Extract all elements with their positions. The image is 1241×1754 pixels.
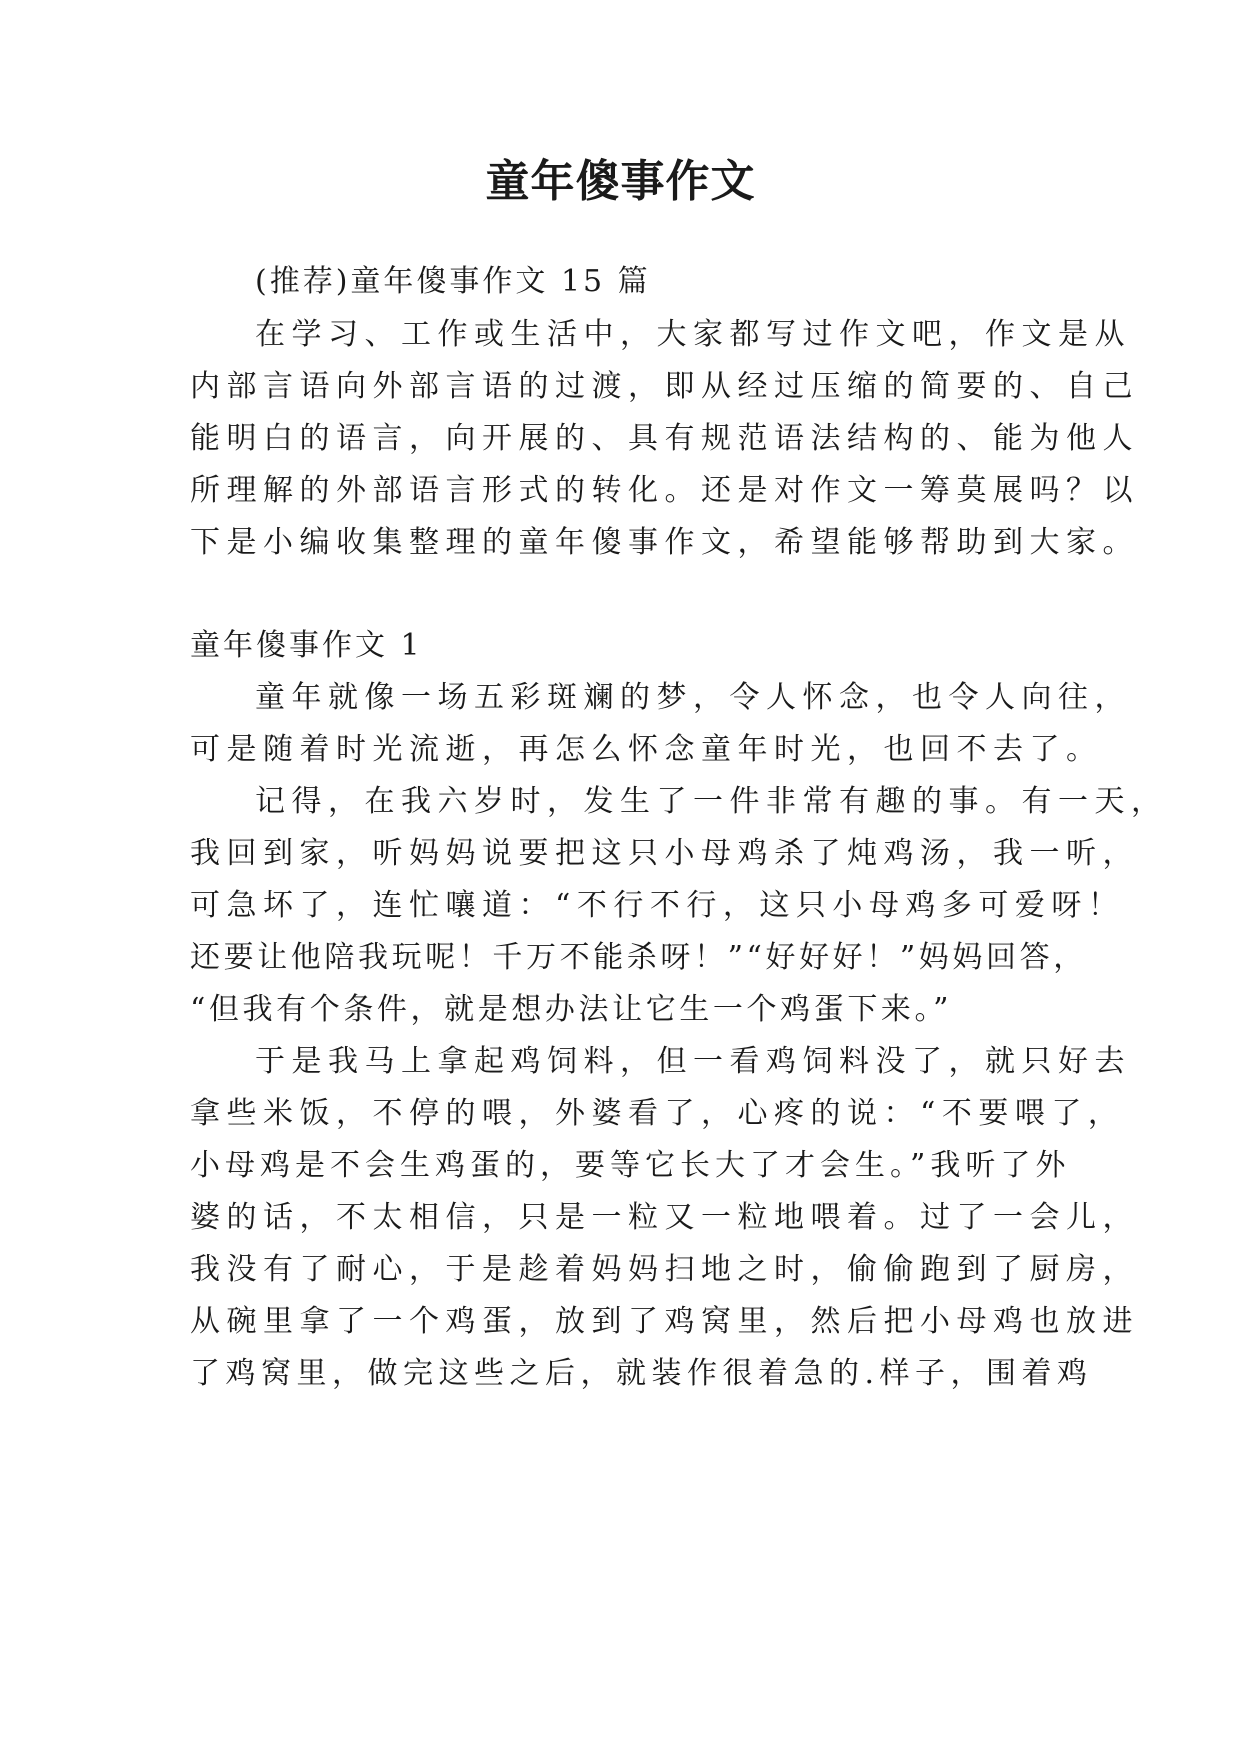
paragraph-line: 我没有了耐心，于是趁着妈妈扫地之时，偷偷跑到了厨房， xyxy=(190,1252,1139,1287)
intro-line: 在学习、工作或生活中，大家都写过作文吧，作文是从 xyxy=(255,317,1131,352)
intro-line: 内部言语向外部言语的过渡，即从经过压缩的简要的、自己 xyxy=(190,369,1139,404)
paragraph-line: 我回到家，听妈妈说要把这只小母鸡杀了炖鸡汤，我一听， xyxy=(190,836,1139,871)
paragraph-line: 可急坏了，连忙嚷道：“不行不行，这只小母鸡多可爱呀！ xyxy=(190,888,1125,923)
intro-heading: (推荐)童年傻事作文 15 篇 xyxy=(255,264,651,299)
intro-line: 所理解的外部语言形式的转化。还是对作文一筹莫展吗？以 xyxy=(190,473,1139,508)
paragraph-line: 拿些米饭，不停的喂，外婆看了，心疼的说：“不要喂了， xyxy=(190,1096,1125,1131)
paragraph-line: 童年就像一场五彩斑斓的梦，令人怀念，也令人向往， xyxy=(255,680,1131,715)
paragraph-line: 可是随着时光流逝，再怎么怀念童年时光，也回不去了。 xyxy=(190,732,1103,767)
paragraph-line: 从碗里拿了一个鸡蛋，放到了鸡窝里，然后把小母鸡也放进 xyxy=(190,1304,1139,1339)
paragraph-line: 记得，在我六岁时，发生了一件非常有趣的事。有一天， xyxy=(255,784,1168,819)
paragraph-line: 于是我马上拿起鸡饲料，但一看鸡饲料没了，就只好去 xyxy=(255,1044,1131,1079)
paragraph-line: 婆的话，不太相信，只是一粒又一粒地喂着。过了一会儿， xyxy=(190,1200,1139,1235)
paragraph-line: “但我有个条件，就是想办法让它生一个鸡蛋下来。” xyxy=(190,992,953,1027)
document-title: 童年傻事作文 xyxy=(485,156,756,207)
paragraph-line: 还要让他陪我玩呢！千万不能杀呀！”“好好好！”妈妈回答， xyxy=(190,940,1087,975)
intro-line: 下是小编收集整理的童年傻事作文，希望能够帮助到大家。 xyxy=(190,525,1139,560)
paragraph-line: 了鸡窝里，做完这些之后，就装作很着急的.样子，围着鸡 xyxy=(190,1356,1093,1391)
intro-line: 能明白的语言，向开展的、具有规范语法结构的、能为他人 xyxy=(190,421,1139,456)
section-heading: 童年傻事作文 1 xyxy=(190,628,423,663)
paragraph-line: 小母鸡是不会生鸡蛋的，要等它长大了才会生。”我听了外 xyxy=(190,1148,1071,1183)
